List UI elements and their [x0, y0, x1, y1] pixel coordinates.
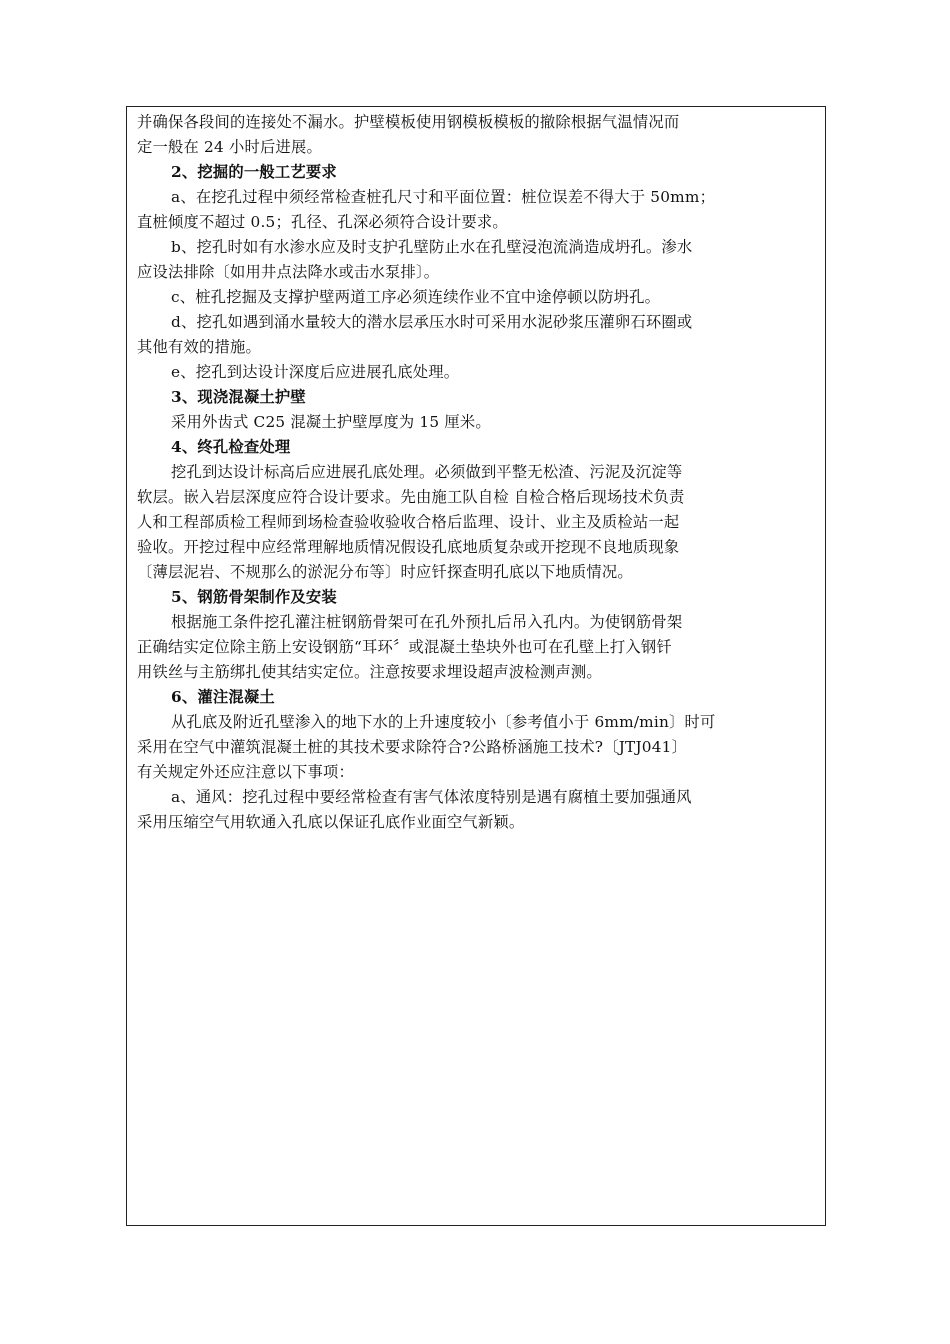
section-heading: 2、挖掘的一般工艺要求: [171, 163, 337, 181]
document-body: [137, 110, 821, 835]
text-line: 直桩倾度不超过 0.5；孔径、孔深必须符合设计要求。: [137, 213, 508, 231]
text-line: 定一般在 24 小时后进展。: [137, 138, 322, 156]
text-line: b、挖孔时如有水渗水应及时支护孔壁防止水在孔壁浸泡流淌造成坍孔。渗水: [171, 238, 693, 256]
text-line: 有关规定外还应注意以下事项：: [137, 763, 354, 781]
text-line: 根据施工条件挖孔灌注桩钢筋骨架可在孔外预扎后吊入孔内。为使钢筋骨架: [171, 613, 683, 631]
text-line: c、桩孔挖掘及支撑护壁两道工序必须连续作业不宜中途停顿以防坍孔。: [171, 288, 661, 306]
text-line: 其他有效的措施。: [137, 338, 261, 356]
section-heading: 3、现浇混凝土护壁: [171, 388, 306, 406]
text-line: 软层。嵌入岩层深度应符合设计要求。先由施工队自检 自检合格后现场技术负责: [137, 488, 685, 506]
text-line: 采用压缩空气用软通入孔底以保证孔底作业面空气新颖。: [137, 813, 525, 831]
text-line: 采用外齿式 C25 混凝土护壁厚度为 15 厘米。: [171, 413, 491, 431]
text-line: d、挖孔如遇到涌水量较大的潜水层承压水时可采用水泥砂浆压灌卵石环圈或: [171, 313, 693, 331]
text-line: 人和工程部质检工程师到场检查验收验收合格后监理、设计、业主及质检站一起: [137, 513, 680, 531]
section-heading: 4、终孔检查处理: [171, 438, 291, 456]
text-line: 采用在空气中灌筑混凝土桩的其技术要求除符合?公路桥涵施工技术?〔JTJ041〕: [137, 738, 688, 756]
text-line: 并确保各段间的连接处不漏水。护壁模板使用钢模板模板的撤除根据气温情况而: [137, 113, 680, 131]
text-line: a、通风：挖孔过程中要经常检查有害气体浓度特别是遇有腐植土要加强通风: [171, 788, 692, 806]
text-line: 用铁丝与主筋绑扎使其结实定位。注意按要求埋设超声波检测声测。: [137, 663, 602, 681]
section-heading: 6、灌注混凝土: [171, 688, 275, 706]
text-line: 应设法排除〔如用井点法降水或击水泵排〕。: [137, 263, 440, 281]
text-line: 验收。开挖过程中应经常理解地质情况假设孔底地质复杂或开挖现不良地质现象: [137, 538, 680, 556]
section-heading: 5、钢筋骨架制作及安装: [171, 588, 337, 606]
text-line: e、挖孔到达设计深度后应进展孔底处理。: [171, 363, 460, 381]
text-line: 挖孔到达设计标高后应进展孔底处理。必须做到平整无松渣、污泥及沉淀等: [171, 463, 683, 481]
text-line: 从孔底及附近孔壁渗入的地下水的上升速度较小〔参考值小于 6mm/min〕时可: [171, 713, 716, 731]
text-line: 〔薄层泥岩、不规那么的淤泥分布等〕时应钎探查明孔底以下地质情况。: [137, 563, 633, 581]
text-line: a、在挖孔过程中须经常检查桩孔尺寸和平面位置：桩位误差不得大于 50mm；: [171, 188, 716, 206]
text-line: 正确结实定位除主筋上安设钢筋“耳环〞或混凝土垫块外也可在孔壁上打入钢钎: [137, 638, 672, 656]
